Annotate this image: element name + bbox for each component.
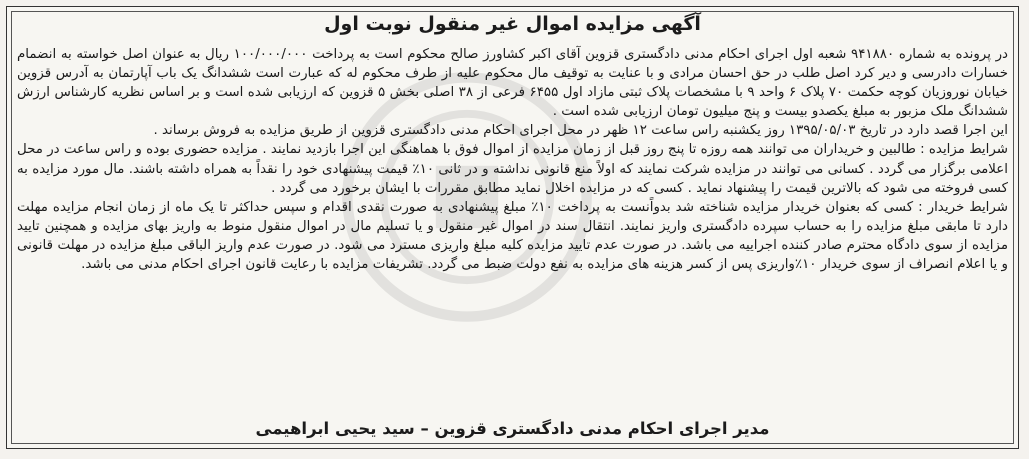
notice-frame (6, 6, 1019, 449)
paragraph-auction-conditions: شرایط مزایده : طالبین و خریداران می توانند همه روزه تا پنج روز قبل از زمان مزایده از اموال فوق با هماهنگی این اجرا بازدید نمایند . مزایده حضوری بوده و راس ساعت در محل اعلامی برگزار می گردد . کسانی می توانند در مزایده شرکت نمایند که اولاً منع قانونی نداشته و در ثانی ۱۰٪ قیمت پیشنهادی خود را نقداً به همراه داشته باشند. مال مورد مزایده به کسی فروخته می شود که بالاترین قیمت را پیشنهاد نماید . کسی که در مزایده اخلال نماید مطابق مقررات با ایشان برخورد می گردد . (17, 142, 1008, 196)
notice-body (17, 45, 1008, 274)
paragraph-buyer-conditions: شرایط خریدار : کسی که بعنوان خریدار مزایده شناخته شد بدواًنست به پرداخت ۱۰٪ مبلغ پیشنهادی به صورت نقدی اقدام و سپس حداکثر تا یک ماه از زمان انجام مزایده مهلت دارد تا مابقی مبلغ مزایده را به حساب سپرده دادگستری واریز نمایند. انتقال سند در اموال غیر منقول و یا تسلیم مال در اموال منقول منوط به واریز بهای مزایده و همچنین تایید مزایده از سوی دادگاه محترم صادر کننده اجراییه می باشد. در صورت عدم تایید مزایده کلیه مبلغ واریزی مسترد می شود. در صورت عدم واریز الباقی مبلغ مزایده در مهلت قانونی و یا اعلام انصراف از سوی خریدار ۱۰٪واریزی پس از کسر هزینه های مزایده به نفع دولت ضبط می گردد. تشریفات مزایده با رعایت قانون اجرای احکام مدنی می باشد. (17, 199, 1008, 273)
notice-title: آگهی مزایده اموال غیر منقول نوبت اول (324, 13, 701, 35)
paragraph-auction-date: این اجرا قصد دارد در تاریخ ۱۳۹۵/۰۵/۰۳ روز یکشنبه راس ساعت ۱۲ ظهر در محل اجرای احکام مدنی دادگستری قزوین از طریق مزایده به فروش برساند . (153, 123, 1008, 139)
notice-signature: مدیر اجرای احکام مدنی دادگستری قزوین – سید یحیی ابراهیمی (255, 419, 770, 438)
paragraph-case-details: در پرونده به شماره ۹۴۱۸۸۰ شعبه اول اجرای احکام مدنی دادگستری قزوین آقای اکبر کشاورز صالح محکوم است به پرداخت ۱۰۰/۰۰۰/۰۰۰ ریال به عنوان اصل خواسته به انضمام خسارات دادرسی و دیر کرد اصل طلب در حق احسان مرادی و با عنایت به توقیف مال محکوم علیه از طرف محکوم له که عبارت است ششدانگ یک باب آپارتمان به آدرس قزوین خیابان نوروزیان کوچه حکمت ۷۰ پلاک ۶ واحد ۹ با مشخصات پلاک ثبتی مازاد اول ۶۴۵۵ فرعی از ۳۸ اصلی بخش ۵ قزوین که ارزیابی شده است و بر اساس نظریه کارشناس ارزش ششدانگ ملک مزبور به مبلغ یکصدو بیست و پنج میلیون تومان ارزیابی شده است . (17, 47, 1008, 120)
